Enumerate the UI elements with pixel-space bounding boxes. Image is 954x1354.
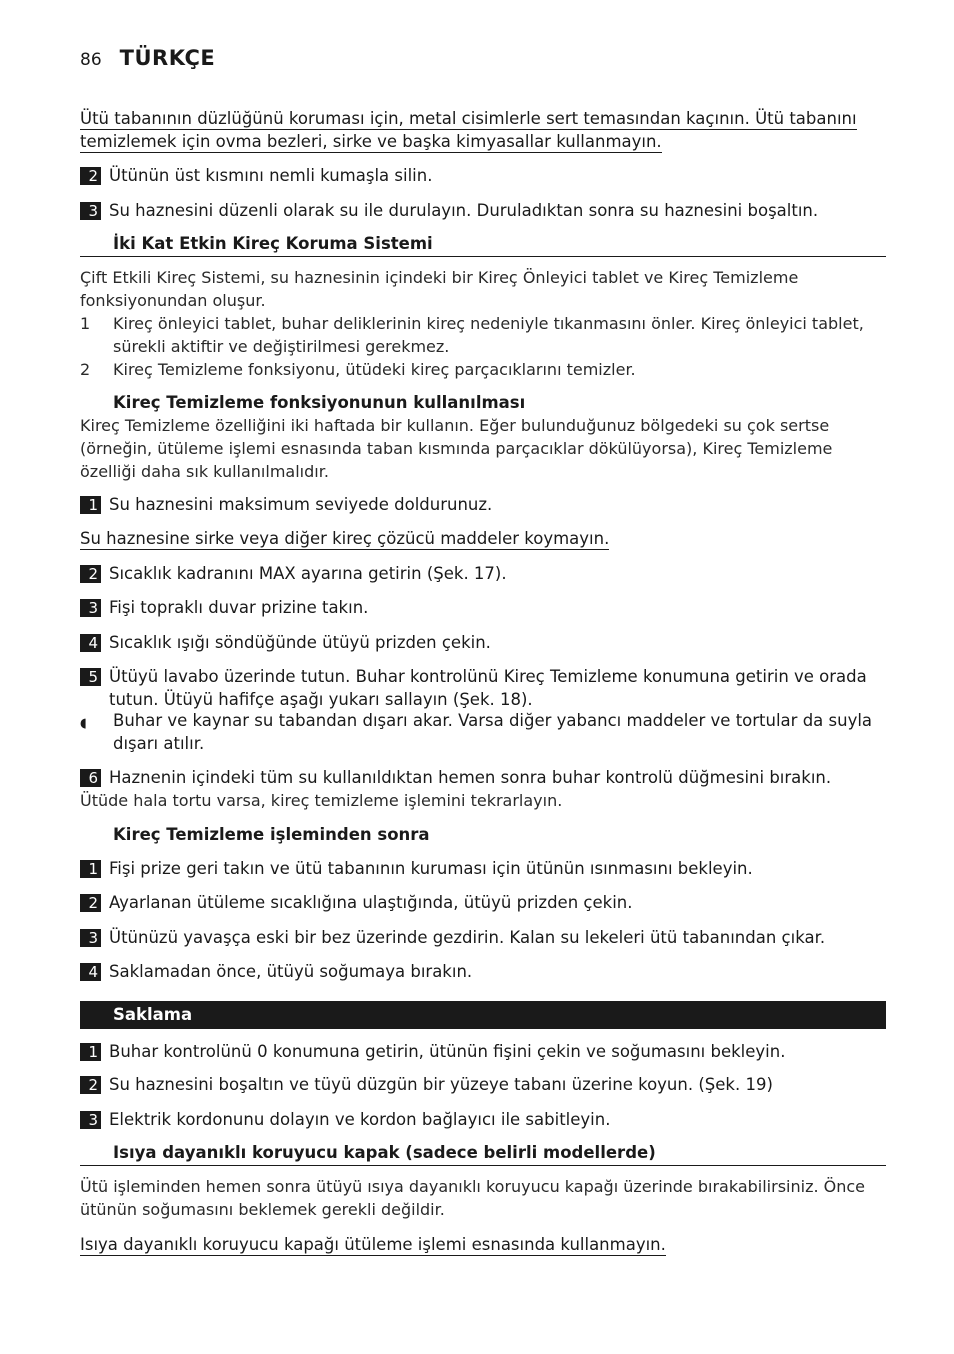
- step-item: [80, 562, 886, 585]
- language-title: TÜRKÇE: [119, 46, 216, 70]
- item-number: 2: [80, 360, 91, 379]
- step-number-badge: 1: [80, 860, 101, 878]
- step-text: Su haznesini düzenli olarak su ile durulayın. Duruladıktan sonra su haznesini boşaltın.: [109, 201, 819, 220]
- step-item: [80, 960, 886, 983]
- step-item: [80, 1073, 886, 1096]
- step-item: [80, 926, 886, 949]
- step-number-badge: 6: [80, 769, 101, 787]
- step-item: [80, 665, 886, 711]
- step-item: [80, 596, 886, 619]
- step-number-badge: 2: [80, 894, 101, 912]
- step-text: Ütünüzü yavaşça eski bir bez üzerinde gezdirin. Kalan su lekeleri ütü tabanından çıkar.: [109, 928, 826, 947]
- section-heading: Kireç Temizleme fonksiyonunun kullanılması: [113, 393, 526, 412]
- step-text: Sıcaklık ışığı söndüğünde ütüyü prizden çekin.: [109, 633, 491, 652]
- step-number-badge: 2: [80, 167, 101, 185]
- step-text: Fişi topraklı duvar prizine takın.: [109, 598, 369, 617]
- note-text: Ütüde hala tortu varsa, kireç temizleme işlemini tekrarlayın.: [80, 791, 563, 810]
- numbered-item: [80, 312, 886, 358]
- step-text: Elektrik kordonunu dolayın ve kordon bağlayıcı ile sabitleyin.: [109, 1110, 611, 1129]
- item-number: 1: [80, 314, 91, 333]
- section-intro: Çift Etkili Kireç Sistemi, su haznesinin içindeki bir Kireç Önleyici tablet ve Kireç Temizleme fonksiyonundan oluşur.: [80, 268, 799, 310]
- step-number-badge: 3: [80, 1111, 101, 1129]
- step-text: Buhar kontrolünü 0 konumuna getirin, ütünün fişini çekin ve soğumasını bekleyin.: [109, 1042, 786, 1061]
- step-item: [80, 164, 886, 187]
- section-intro: Ütü işleminden hemen sonra ütüyü ısıya dayanıklı koruyucu kapağı üzerinde bırakabilirsiniz. Önce ütünün soğumasını beklemek gerekli değildir.: [80, 1177, 866, 1219]
- step-number-badge: 2: [80, 1076, 101, 1094]
- step-text: Sıcaklık kadranını MAX ayarına getirin (Şek. 17).: [109, 564, 507, 583]
- step-text: Fişi prize geri takın ve ütü tabanının kuruması için ütünün ısınmasını bekleyin.: [109, 859, 753, 878]
- step-item: [80, 631, 886, 654]
- step-number-badge: 4: [80, 634, 101, 652]
- step-text: Ütüyü lavabo üzerinde tutun. Buhar kontrolünü Kireç Temizleme konumuna getirin ve orada tutun. Ütüyü hafifçe aşağı yukarı sallayın (Şek. 18).: [109, 667, 867, 709]
- step-text: Su haznesini maksimum seviyede doldurunuz.: [109, 495, 493, 514]
- page-header: [80, 46, 215, 70]
- section-intro: Kireç Temizleme özelliğini iki haftada bir kullanın. Eğer bulunduğunuz bölgedeki su çok sertse (örneğin, ütüleme işlemi esnasında taban kısmında parçacıklar dökülüyorsa), Kireç Temizleme özelliği daha sık kullanılmalıdır.: [80, 416, 833, 481]
- section-heading: Isıya dayanıklı koruyucu kapak (sadece belirli modellerde): [80, 1141, 886, 1166]
- step-number-badge: 5: [80, 668, 101, 686]
- section-heading: Kireç Temizleme işleminden sonra: [113, 825, 430, 844]
- numbered-item: [80, 358, 886, 381]
- step-text: Ütünün üst kısmını nemli kumaşla silin.: [109, 166, 433, 185]
- step-text: Haznenin içindeki tüm su kullanıldıktan hemen sonra buhar kontrolü düğmesini bırakın.: [109, 768, 832, 787]
- page-number: 86: [80, 50, 102, 70]
- step-text: Su haznesini boşaltın ve tüyü düzgün bir yüzeye tabanı üzerine koyun. (Şek. 19): [109, 1075, 773, 1094]
- item-text: Kireç önleyici tablet, buhar deliklerinin kireç nedeniyle tıkanmasını önler. Kireç önleyici tablet, sürekli aktiftir ve değiştirilmesi gerekmez.: [113, 314, 864, 356]
- step-item: [80, 199, 886, 222]
- item-text: Kireç Temizleme fonksiyonu, ütüdeki kireç parçacıklarını temizler.: [113, 360, 636, 379]
- step-number-badge: 3: [80, 929, 101, 947]
- step-item: [80, 766, 886, 789]
- step-number-badge: 2: [80, 565, 101, 583]
- step-number-badge: 1: [80, 496, 101, 514]
- bullet-arrow-icon: ◖: [80, 716, 87, 731]
- step-number-badge: 3: [80, 599, 101, 617]
- warning-sole-plate: Ütü tabanının düzlüğünü koruması için, metal cisimlerle sert temasından kaçının. Ütü tabanını temizlemek için ovma bezleri, sirke ve başka kimyasallar kullanmayın.: [80, 109, 857, 151]
- step-item: [80, 493, 886, 516]
- step-number-badge: 3: [80, 202, 101, 220]
- step-number-badge: 1: [80, 1043, 101, 1061]
- section-heading: İki Kat Etkin Kireç Koruma Sistemi: [80, 232, 886, 257]
- bullet-text: Buhar ve kaynar su tabandan dışarı akar. Varsa diğer yabancı maddeler ve tortular da suyla dışarı atılır.: [113, 711, 873, 753]
- bullet-item: [80, 709, 886, 755]
- step-item: [80, 1108, 886, 1131]
- step-item: [80, 891, 886, 914]
- step-text: Saklamadan önce, ütüyü soğumaya bırakın.: [109, 962, 473, 981]
- warning-descaler: Su haznesine sirke veya diğer kireç çözücü maddeler koymayın.: [80, 529, 610, 548]
- section-heading-bar: Saklama: [80, 1001, 886, 1029]
- step-item: [80, 1040, 886, 1063]
- step-text: Ayarlanan ütüleme sıcaklığına ulaştığında, ütüyü prizden çekin.: [109, 893, 633, 912]
- warning-cover: Isıya dayanıklı koruyucu kapağı ütüleme işlemi esnasında kullanmayın.: [80, 1235, 666, 1254]
- step-item: [80, 857, 886, 880]
- step-number-badge: 4: [80, 963, 101, 981]
